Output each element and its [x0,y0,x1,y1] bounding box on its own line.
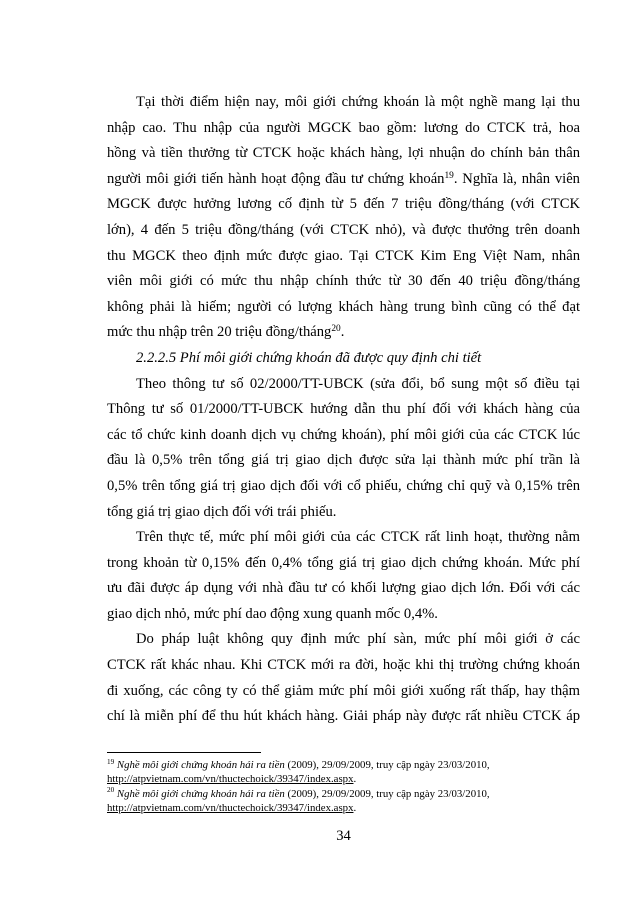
text-line: giao dịch nhỏ, mức phí dao động xung quanh mốc 0,4%. [107,605,438,622]
text-line: Do pháp luật không quy định mức phí sàn, mức phí môi giới ở các [136,631,580,648]
text-line: đầu là 0,5% trên tổng giá trị giao dịch được sửa lại thành mức phí trần là [107,452,580,469]
footnote-reference: 19 [444,170,454,181]
footnote-details: (2009), 29/09/2009, truy cập ngày 23/03/2010, [287,787,490,800]
text-line [107,167,580,193]
text-line: CTCK rất khác nhau. Khi CTCK mới ra đời, hoặc khi thị trường chứng khoán [107,657,580,674]
footnote-number: 19 [107,757,115,766]
line-text: . Nghĩa là, nhân viên [453,170,580,187]
text-line: không phải là hiếm; người có lượng khách hàng trung bình cũng có thể đạt [107,298,580,315]
footnote-link-line [107,772,580,786]
text-line: thu MGCK theo định mức được giao. Tại CTCK Kim Eng Việt Nam, nhân [107,247,580,264]
footnote [107,758,580,787]
text-line: hồng và tiền thưởng từ CTCK hoặc khách hàng, lợi nhuận do chính bản thân [107,145,580,162]
footnote [107,787,580,816]
footnote-title: Nghề môi giới chứng khoán hái ra tiền [116,787,285,800]
text-line: Thông tư số 01/2000/TT-UBCK hướng dẫn thu phí đối với khách hàng của [107,401,580,418]
footnote-link[interactable]: http://atpvietnam.com/vn/thuctechoick/39347/index.aspx [107,802,354,815]
text-line: lớn), 4 đến 5 triệu đồng/tháng (với CTCK nhỏ), và được thưởng trên doanh [107,221,580,238]
footnote-number: 20 [107,786,115,795]
paragraph [107,372,580,526]
page-number: 34 [336,828,351,844]
footnotes [107,758,580,816]
footnote-title: Nghề môi giới chứng khoán hái ra tiền [116,759,285,771]
text-line [107,320,580,346]
text-line: đi xuống, các công ty có thể giảm mức phí môi giới xuống rất thấp, hay thậm [107,682,580,699]
paragraph [107,627,580,729]
text-line: Trên thực tế, mức phí môi giới của các CTCK rất linh hoạt, thường nằm [136,529,580,546]
text-line: trong khoản từ 0,15% đến 0,4% tổng giá trị giao dịch chứng khoán. Mức phí [107,554,580,571]
footnote-link-end: . [353,802,357,815]
footnote-separator [107,752,261,753]
footnote-citation [107,787,580,801]
body-text [107,90,580,730]
footnote-link[interactable]: http://atpvietnam.com/vn/thuctechoick/39347/index.aspx [107,773,354,786]
text-line: Tại thời điểm hiện nay, môi giới chứng khoán là một nghề mang lại thu [136,94,580,110]
footnote-link-line [107,801,580,815]
section-heading: 2.2.2.5 Phí môi giới chứng khoán đã được quy định chi tiết [136,349,482,366]
line-text: người môi giới tiến hành hoạt động đầu tư chứng khoán [107,170,445,187]
line-text: mức thu nhập trên 20 triệu đồng/tháng [107,324,332,341]
footnote-details: (2009), 29/09/2009, truy cập ngày 23/03/2010, [287,759,490,771]
text-line: MGCK được hưởng lương cố định từ 5 đến 7 triệu đồng/tháng (với CTCK [107,196,580,213]
footnote-link-end: . [353,773,357,786]
paragraph [107,525,580,627]
text-line: 0,5% trên tổng giá trị giao dịch đối với cổ phiếu, chứng chỉ quỹ và 0,15% trên [107,477,580,494]
footnote-reference: 20 [331,324,341,335]
text-line: viên môi giới có mức thu nhập chính thức từ 30 đến 40 triệu đồng/tháng [107,273,580,290]
text-line: các tổ chức kinh doanh dịch vụ chứng khoán), phí môi giới của các CTCK lúc [107,426,580,443]
text-line: tổng giá trị giao dịch đối với trái phiếu. [107,503,337,520]
text-line: ưu đãi được áp dụng với nhà đầu tư có khối lượng giao dịch lớn. Đối với các [107,580,580,597]
line-text: . [340,324,345,341]
footnote-citation [107,758,580,772]
text-line: Theo thông tư số 02/2000/TT-UBCK (sửa đổi, bổ sung một số điều tại [136,375,580,392]
text-line: chí là miễn phí để thu hút khách hàng. Giải pháp này được rất nhiều CTCK áp [107,708,580,725]
text-line: nhập cao. Thu nhập của người MGCK bao gồm: lương do CTCK trả, hoa [107,119,580,136]
paragraph [107,90,580,346]
